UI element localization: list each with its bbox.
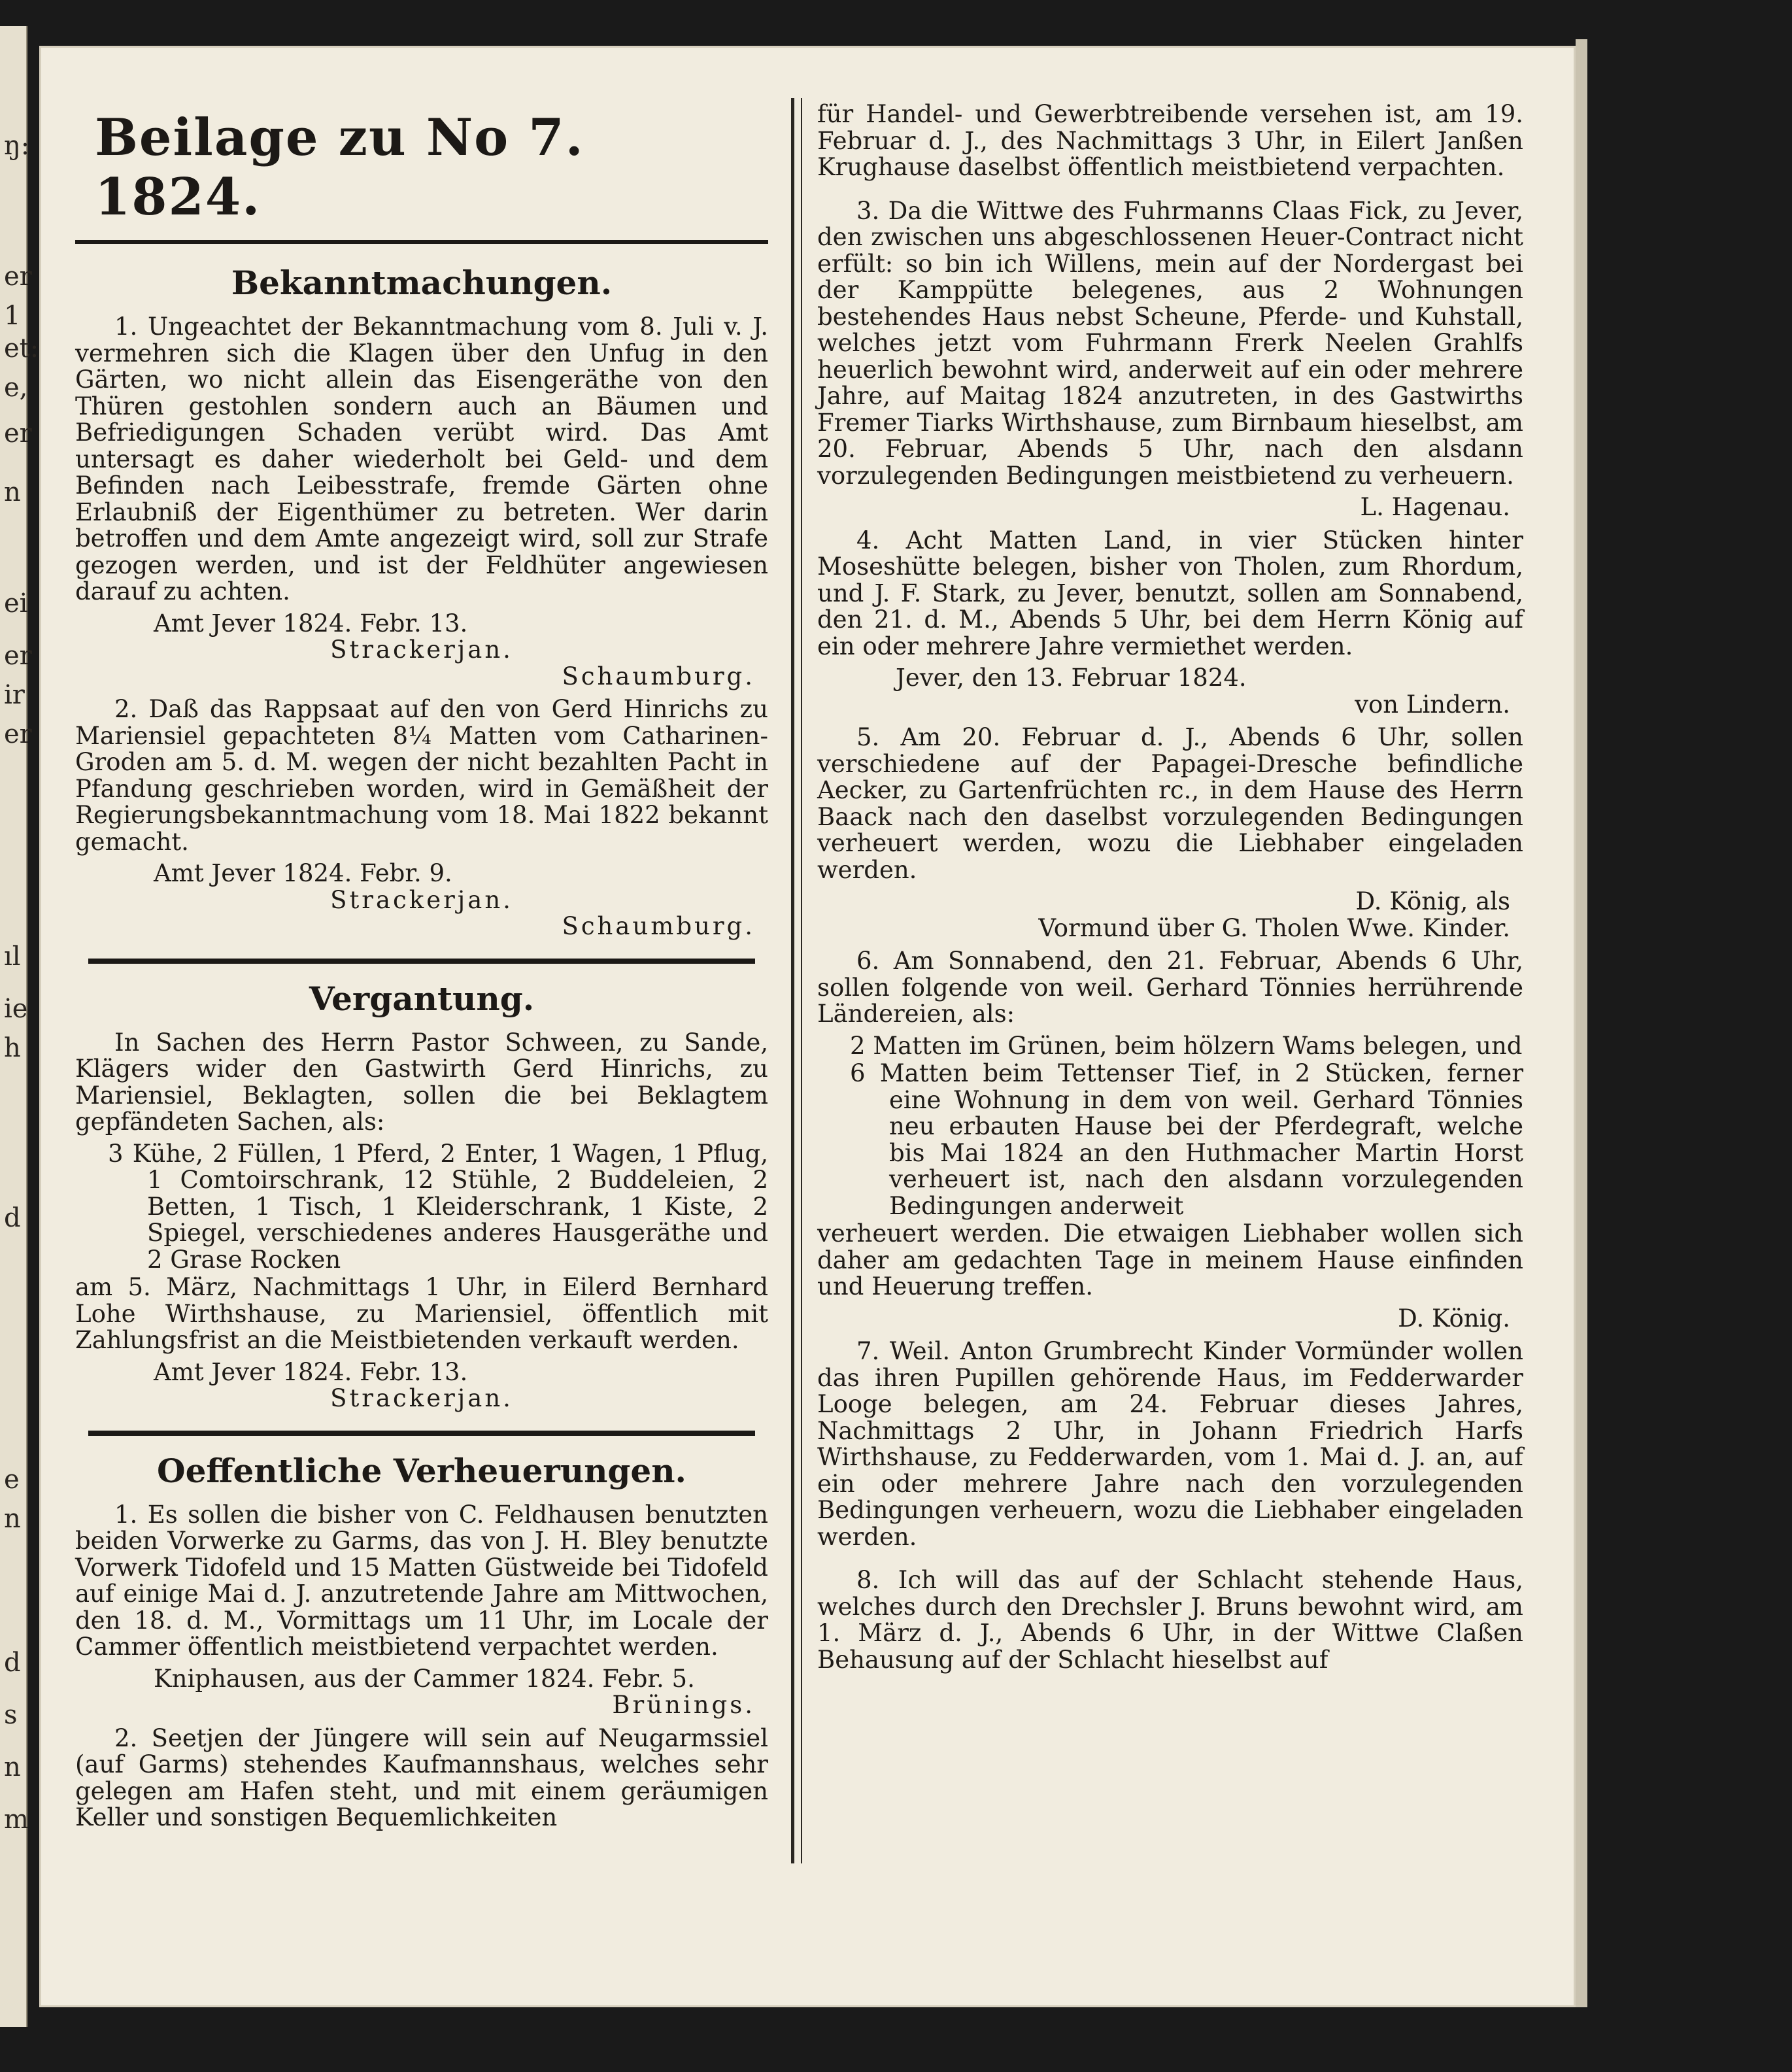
edge-fragment: er [4,641,32,671]
verheuerung-6-line-a: 2 Matten im Grünen, beim hölzern Wams belegen, und [850,1031,1523,1060]
edge-fragment: h [4,1033,21,1063]
verheuerung-1-date: Kniphausen, aus der Cammer 1824. Febr. 5. [154,1664,695,1693]
vergantung-intro: In Sachen des Herrn Pastor Schween, zu Sande, Klägers wider den Gastwirth Gerd Hinrichs, zu Mariensiel, Beklagten, sollen die bei Beklagtem gepfändeten Sachen, als: [75,1028,768,1136]
edge-fragment: d [4,1203,21,1233]
notice-2-signature-2: Schaumburg. [562,912,755,940]
vergantung-signature: Strackerjan. [330,1384,513,1412]
verheuerung-2-continued: für Handel- und Gewerbtreibende versehen ist, am 19. Februar d. J., des Nachmittags 3 Uhr, in Eilert Janßen Krughause daselbst öffentlich meistbietend verpachten. [817,100,1523,181]
title-rule [75,240,768,244]
verheuerung-4-text: 4. Acht Matten Land, in vier Stücken hinter Moseshütte belegen, bisher von Tholen, zum Rhordum, und J. F. Stark, zu Jever, benutzt, sollen am Sonnabend, den 21. d. M., Abends 5 Uhr, bei dem Herrn König auf ein oder mehrere Jahre vermiethet werden. [817,526,1523,660]
edge-fragment: er [4,719,32,749]
edge-fragment: er [4,418,32,449]
vergantung-items: 3 Kühe, 2 Füllen, 1 Pferd, 2 Enter, 1 Wagen, 1 Pflug, 1 Comtoirschrank, 12 Stühle, 2 Buddeleien, 2 Betten, 1 Tisch, 1 Kleiderschrank, 1 Kiste, 2 Spiegel, verschiedenes anderes Hausgeräthe und 2 Grase Rocken [108,1139,768,1274]
verheuerung-3-signature: L. Hagenau. [1360,493,1510,521]
edge-fragment: s [4,1700,18,1730]
verheuerung-6-line-b: 6 Matten beim Tettenser Tief, in 2 Stücken, ferner eine Wohnung in dem von weil. Gerhard Tönnies neu erbauten Hause bei der Pferdegraft, welche bis Mai 1824 an den Huthmacher Martin Horst verheuert ist, nach den alsdann vorzulegenden Bedingungen anderweit [850,1059,1523,1220]
section-rule [88,959,755,964]
edge-fragment: n [4,1504,21,1534]
edge-fragment: ıl [4,942,21,972]
verheuerung-7-text: 7. Weil. Anton Grumbrecht Kinder Vormünder wollen das ihren Pupillen gehörende Haus, im Fedderwarder Looge belegen, am 24. Februar dieses Jahres, Nachmittags 2 Uhr, in Johann Friedrich Harfs Wirthshause, zu Fedderwarden, vom 1. Mai d. J. an, auf ein oder mehrere Jahre nach den vorzulegenden Bedingungen verheuern, wozu die Liebhaber eingeladen werden. [817,1337,1523,1551]
adjacent-page-edge [0,26,39,2027]
edge-fragment: ir [4,680,25,710]
left-column [75,101,768,1837]
right-column [817,101,1523,1678]
column-divider [791,98,794,1863]
section-rule [88,1431,755,1436]
notice-1-date: Amt Jever 1824. Febr. 13. [154,609,468,637]
notice-1-text: 1. Ungeachtet der Bekanntmachung vom 8. Juli v. J. vermehren sich die Klagen über den Unfug in den Gärten, wo nicht allein das Eisengeräthe von den Thüren gestohlen sondern auch an Bäumen und Befriedigungen Schaden verübt wird. Das Amt untersagt es daher wiederholt bei Geld- und dem Befinden nach Leibesstrafe, fremde Gärten ohne Erlaubniß der Eigenthümer zu betreten. Wer darin betroffen und dem Amte angezeigt wird, soll zur Strafe gezogen werden, und ist der Feldhüter angewiesen darauf zu achten. [75,313,768,605]
vergantung-date: Amt Jever 1824. Febr. 13. [154,1357,468,1386]
edge-fragment: e [4,1465,20,1495]
notice-1-signature-1: Strackerjan. [330,636,513,664]
verheuerung-4-date: Jever, den 13. Februar 1824. [896,664,1247,692]
edge-fragment: m [4,1805,29,1835]
verheuerung-3-text: 3. Da die Wittwe des Fuhrmanns Claas Fick, zu Jever, den zwischen uns abgeschlossenen Heuer-Contract nicht erfült: so bin ich Willens, mein auf der Nordergast bei der Kamppütte belegenes, aus 2 Wohnungen bestehendes Haus nebst Scheune, Pferde- und Kuhstall, welches jetzt vom Fuhrmann Frerk Neelen Grahlfs heuerlich bewohnt wird, anderweit auf ein oder mehrere Jahre, auf Maitag 1824 anzutreten, in des Gastwirths Fremer Tiarks Wirthshause, zum Birnbaum hieselbst, am 20. Februar, Abends 5 Uhr, nach den alsdann vorzulegenden Bedingungen meistbietend zu verheuern. [817,196,1523,490]
notice-1-signature-2: Schaumburg. [562,662,755,690]
verheuerung-1-text: 1. Es sollen die bisher von C. Feldhausen benutzten beiden Vorwerke zu Garms, das von J. H. Bley benutzte Vorwerk Tidofeld und 15 Matten Güstweide bei Tidofeld auf einige Mai d. J. anzutretende Jahre am Mittwochen, den 18. d. M., Vormittags um 11 Uhr, im Locale der Cammer öffentlich meistbietend verpachtet werden. [75,1500,768,1661]
verheuerung-4-signature: von Lindern. [1355,690,1510,719]
edge-fragment: ŋ: [4,131,30,161]
verheuerung-6-intro: 6. Am Sonnabend, den 21. Februar, Abends 6 Uhr, sollen folgende von weil. Gerhard Tönnies herrührende Ländereien, als: [817,947,1523,1028]
page-stack-edge [1576,39,1587,2007]
section-title-vergantung: Vergantung. [309,979,535,1018]
verheuerung-6-signature: D. König. [1398,1304,1510,1333]
edge-fragment: d [4,1648,21,1678]
edge-fragment: n [4,477,21,507]
edge-fragment: ie [4,994,28,1024]
section-title-bekanntmachungen: Bekanntmachungen. [231,263,613,302]
vergantung-outro: am 5. März, Nachmittags 1 Uhr, in Eilerd Bernhard Lohe Wirthshause, zu Mariensiel, öffentlich mit Zahlungsfrist an die Meistbietenden verkauft werden. [75,1273,768,1354]
notice-2-signature-1: Strackerjan. [330,885,513,914]
newspaper-page [39,46,1576,2007]
verheuerung-5-text: 5. Am 20. Februar d. J., Abends 6 Uhr, sollen verschiedene auf der Papagei-Dresche befindliche Aecker, zu Gartenfrüchten rc., in dem Hause des Herrn Baack nach den daselbst vorzulegenden Bedingungen verheuert werden, wozu die Liebhaber eingeladen werden. [817,723,1523,884]
edge-fragment: 1 [4,301,21,331]
verheuerung-5-signature-1: D. König, als [1355,887,1510,915]
notice-2-date: Amt Jever 1824. Febr. 9. [154,859,452,887]
verheuerung-8-text: 8. Ich will das auf der Schlacht stehende Haus, welches durch den Drechsler J. Bruns bewohnt wird, am 1. März d. J., Abends 6 Uhr, in der Wittwe Claßen Behausung auf der Schlacht hieselbst auf [817,1566,1523,1674]
verheuerung-1-signature: Brünings. [612,1691,755,1719]
edge-fragment: et: [4,333,39,364]
verheuerung-6-outro: verheuert werden. Die etwaigen Liebhaber wollen sich daher am gedachten Tage in meinem Hause einfinden und Heuerung treffen. [817,1219,1523,1300]
edge-fragment: n [4,1752,21,1782]
notice-2-text: 2. Daß das Rappsaat auf den von Gerd Hinrichs zu Mariensiel gepachteten 8¼ Matten vom Catharinen-Groden am 5. d. M. wegen der nicht bezahlten Pacht in Pfandung geschrieben worden, wird in Gemäßheit der Regierungsbekanntmachung vom 18. Mai 1822 bekannt gemacht. [75,695,768,856]
page-title: Beilage zu No 7. 1824. [95,108,584,227]
verheuerung-5-signature-2: Vormund über G. Tholen Wwe. Kinder. [1038,913,1510,942]
column-divider-thin [801,98,802,1863]
edge-fragment: e, [4,373,28,403]
edge-fragment: ei [4,588,28,619]
section-title-verheuerungen: Oeffentliche Verheuerungen. [157,1451,686,1490]
edge-fragment: er [4,262,32,292]
verheuerung-2-text: 2. Seetjen der Jüngere will sein auf Neugarmssiel (auf Garms) stehendes Kaufmannshaus, welches sehr gelegen am Hafen steht, und mit einem geräumigen Keller und sonstigen Bequemlichkeiten [75,1724,768,1831]
